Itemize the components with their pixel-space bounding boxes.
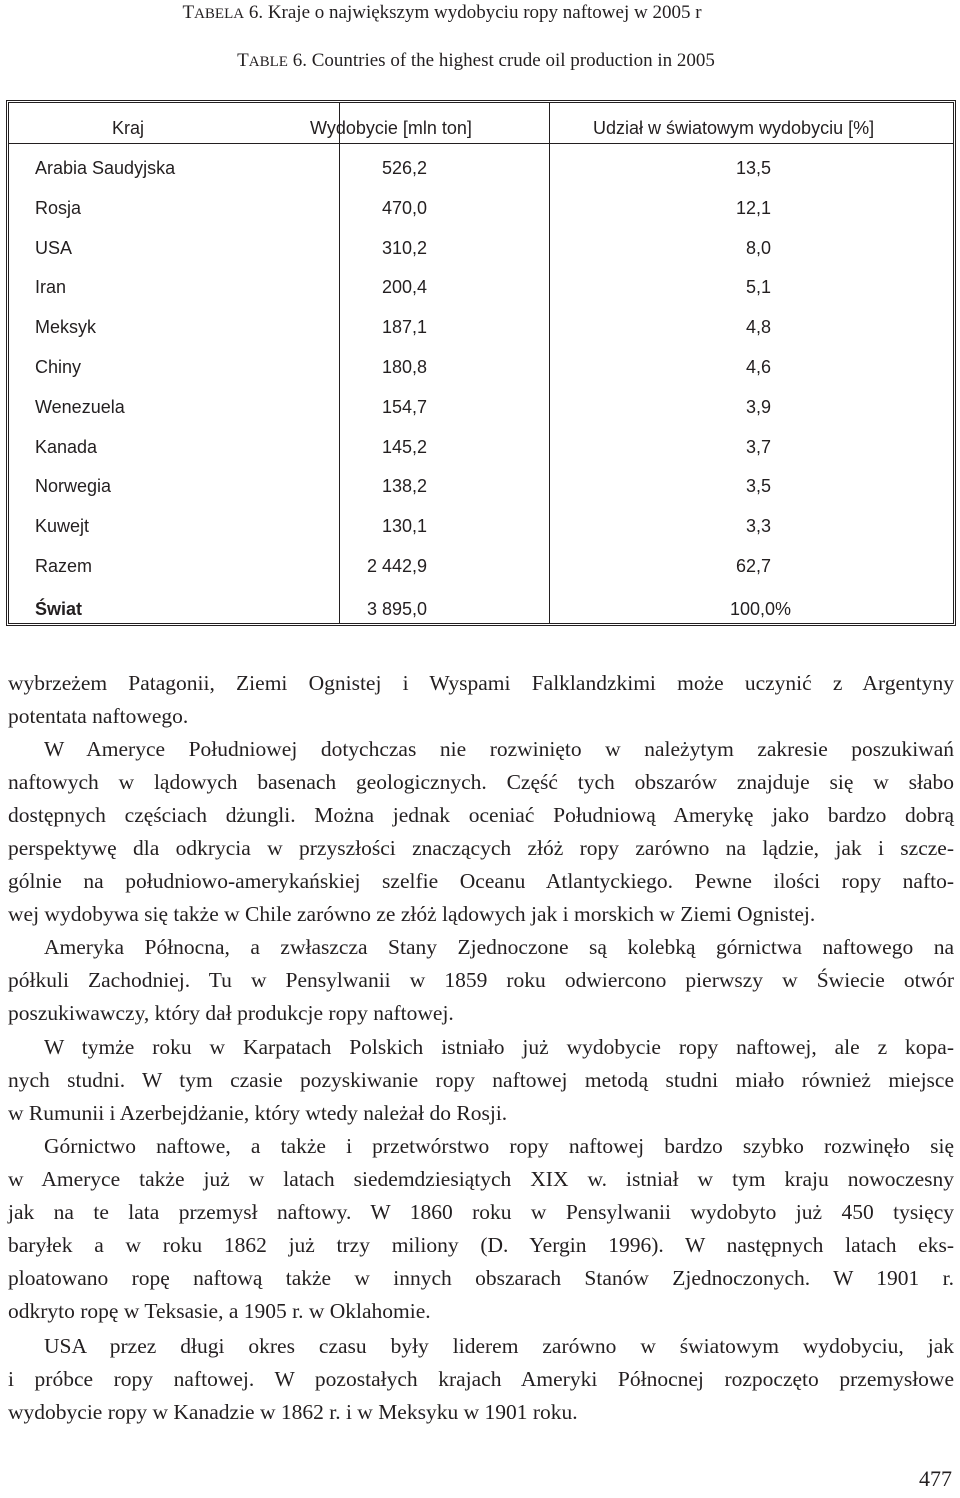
caption-en-smallcaps: ABLE	[248, 54, 288, 70]
text-line: potentata naftowego.	[8, 704, 189, 728]
text-line: ploatowano ropę naftową także w innych obszarach Stanów Zjednoczonych. W 1901 r.	[8, 1266, 954, 1290]
text-line: wybrzeżem Patagonii, Ziemi Ognistej i Wyspami Falklandzkimi może uczynić z Argentyny	[8, 671, 954, 695]
text-line: Górnictwo naftowe, a także i przetwórstwo ropy naftowej bardzo szybko rozwinęło się	[44, 1134, 954, 1158]
text-line: wej wydobywa się także w Chile zarówno ze złóż lądowych jak i morskich w Ziemi Ognistej.	[8, 902, 816, 926]
text-line: W Ameryce Południowej dotychczas nie rozwinięto w należytym zakresie poszukiwań	[44, 737, 954, 761]
text-line: W tymże roku w Karpatach Polskich istniało już wydobycie ropy naftowej, ale z kopa-	[44, 1035, 954, 1059]
country-cell: Norwegia	[35, 476, 112, 497]
paragraph-3	[8, 931, 954, 1030]
column-divider	[549, 103, 550, 623]
share-cell: 5,1	[745, 277, 771, 298]
share-cell: 62,7	[735, 556, 771, 576]
country-cell: Chiny	[35, 357, 82, 377]
country-cell: Kuwejt	[35, 516, 90, 537]
caption-en-initial: T	[237, 50, 249, 71]
country-cell: Iran	[35, 277, 67, 298]
text-line: odkryto ropę w Teksasie, a 1905 r. w Oklahomie.	[8, 1299, 431, 1323]
caption-en-text: 6. Countries of the highest crude oil production in 2005	[287, 50, 715, 71]
production-cell: 138,2	[381, 476, 427, 497]
share-cell: 3,9	[745, 396, 771, 417]
share-cell: 3,3	[745, 516, 771, 537]
header-share: Udział w światowym wydobyciu [%]	[593, 118, 875, 138]
table-caption-english	[0, 50, 956, 72]
production-cell: 180,8	[381, 357, 427, 377]
text-line: Ameryka Północna, a zwłaszcza Stany Zjednoczone są kolebką górnictwa naftowego na	[44, 935, 954, 959]
share-cell: 4,8	[745, 317, 771, 338]
production-cell: 130,1	[381, 516, 427, 537]
production-cell: 187,1	[381, 317, 427, 338]
paragraph-5	[8, 1130, 954, 1328]
header-country: Kraj	[112, 118, 145, 138]
header-production: Wydobycie [mln ton]	[310, 118, 472, 138]
text-line: w Ameryce także już w latach siedemdziesiątych XIX w. istniał w tym kraju nowoczesny	[8, 1167, 954, 1191]
column-divider	[339, 103, 340, 623]
text-line: baryłek a w roku 1862 już trzy miliony (D. Yergin 1996). W następnych latach eks-	[8, 1233, 954, 1257]
country-cell: USA	[35, 237, 73, 258]
paragraph-1	[8, 667, 954, 733]
header-divider	[9, 143, 953, 144]
oil-production-table	[6, 100, 956, 626]
production-cell: 200,4	[381, 277, 427, 298]
page-number: 477	[919, 1466, 952, 1491]
table-caption-polish	[0, 2, 922, 24]
text-line: gólnie na południowo-amerykańskiej szelfie Oceanu Atlantyckiego. Pewne ilości ropy nafto-	[8, 869, 954, 893]
production-cell: 154,7	[381, 396, 427, 417]
country-cell: Świat	[35, 598, 83, 619]
country-cell: Arabia Saudyjska	[35, 158, 176, 178]
share-cell: 3,5	[745, 476, 771, 497]
share-cell: 13,5	[735, 158, 771, 178]
production-cell: 310,2	[381, 237, 427, 258]
caption-pl-initial: T	[182, 2, 195, 23]
text-line: jak na te lata przemysł naftowy. W 1860 roku w Pensylwanii wydobyto już 450 tysięcy	[8, 1200, 954, 1224]
production-cell: 2 442,9	[366, 556, 427, 576]
production-cell: 145,2	[381, 436, 427, 457]
text-line: nych studni. W tym czasie pozyskiwanie ropy naftowej metodą studni miało również miejsce	[8, 1068, 954, 1092]
share-cell: 8,0	[745, 237, 771, 258]
production-cell: 3 895,0	[366, 598, 427, 619]
country-cell: Razem	[35, 556, 93, 576]
caption-pl-smallcaps: ABELA	[194, 6, 245, 22]
text-line: wydobycie ropy w Kanadzie w 1862 r. i w Meksyku w 1901 roku.	[8, 1400, 578, 1424]
share-cell: 100,0%	[729, 598, 791, 619]
text-line: dostępnych częściach dżungli. Można jednak oceniać Południową Amerykę jako bardzo dobrą	[8, 803, 954, 827]
caption-pl-text: 6. Kraje o największym wydobyciu ropy naftowej w 2005 r	[244, 2, 702, 23]
country-cell: Meksyk	[35, 317, 97, 338]
share-cell: 12,1	[735, 197, 771, 218]
text-line: w Rumunii i Azerbejdżanie, który wtedy należał do Rosji.	[8, 1101, 508, 1125]
paragraph-4	[8, 1031, 954, 1130]
text-line: perspektywę dla odkrycia w przyszłości znaczących złóż ropy zarówno na lądzie, jak i szcze-	[8, 836, 954, 860]
paragraph-6	[8, 1330, 954, 1429]
text-line: i próbce ropy naftowej. W pozostałych krajach Ameryki Północnej rozpoczęto przemysłowe	[8, 1367, 954, 1391]
production-cell: 470,0	[381, 197, 427, 218]
text-line: naftowych w lądowych basenach geologicznych. Część tych obszarów znajduje się w słabo	[8, 770, 954, 794]
country-cell: Kanada	[35, 436, 98, 457]
paragraph-2	[8, 733, 954, 931]
share-cell: 4,6	[745, 357, 771, 377]
text-line: USA przez długi okres czasu były liderem zarówno w światowym wydobyciu, jak	[44, 1334, 954, 1358]
share-cell: 3,7	[745, 436, 771, 457]
country-cell: Rosja	[35, 197, 82, 218]
text-line: półkuli Zachodniej. Tu w Pensylwanii w 1859 roku odwiercono pierwszy w Świecie otwór	[8, 968, 954, 992]
country-cell: Wenezuela	[35, 396, 125, 417]
text-line: poszukiwawczy, który dał produkcje ropy naftowej.	[8, 1001, 454, 1025]
production-cell: 526,2	[381, 158, 427, 178]
